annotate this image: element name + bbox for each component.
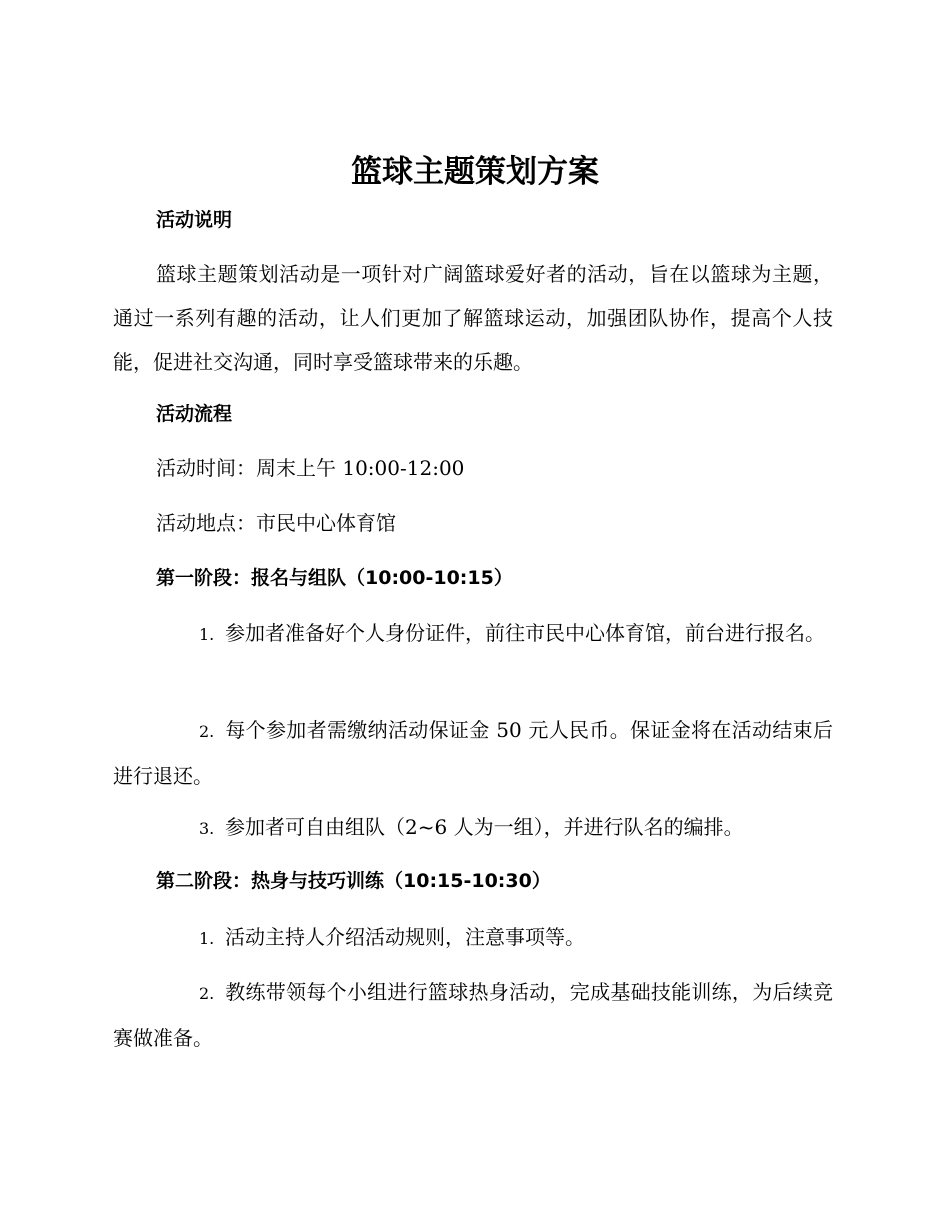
list-number: 3. <box>199 819 215 838</box>
list-item-text: 参加者可自由组队（2~6 人为一组），并进行队名的编排。 <box>225 815 744 839</box>
stage1-item-3 <box>113 805 833 851</box>
stage2-item-1 <box>113 915 833 961</box>
section-heading-intro: 活动说明 <box>156 209 233 231</box>
list-item-text: 参加者准备好个人身份证件，前往市民中心体育馆，前台进行报名。 <box>225 621 825 645</box>
stage1-heading: 第一阶段：报名与组队（10:00-10:15） <box>156 567 513 589</box>
list-number: 1. <box>199 929 215 948</box>
list-number: 2. <box>199 984 215 1003</box>
intro-paragraph: 篮球主题策划活动是一项针对广阔篮球爱好者的活动，旨在以篮球为主题，通过一系列有趣的活动，让人们更加了解篮球运动，加强团队协作，提高个人技能，促进社交沟通，同时享受篮球带来的乐趣。 <box>113 262 833 374</box>
list-number: 2. <box>199 722 215 741</box>
activity-place: 活动地点：市民中心体育馆 <box>156 511 396 535</box>
stage1-item-1 <box>113 611 833 657</box>
stage1-item-2 <box>113 708 833 798</box>
section-heading-flow: 活动流程 <box>156 403 233 425</box>
document-title: 篮球主题策划方案 <box>351 154 599 190</box>
list-item-text: 活动主持人介绍活动规则，注意事项等。 <box>225 925 585 949</box>
stage2-heading: 第二阶段：热身与技巧训练（10:15-10:30） <box>156 870 551 892</box>
activity-time: 活动时间：周末上午 10:00-12:00 <box>156 456 465 480</box>
list-item-text: 教练带领每个小组进行篮球热身活动，完成基础技能训练，为后续竞赛做准备。 <box>113 980 833 1050</box>
list-number: 1. <box>199 625 215 644</box>
list-item-text: 每个参加者需缴纳活动保证金 50 元人民币。保证金将在活动结束后进行退还。 <box>113 718 833 788</box>
stage2-item-2 <box>113 970 833 1060</box>
